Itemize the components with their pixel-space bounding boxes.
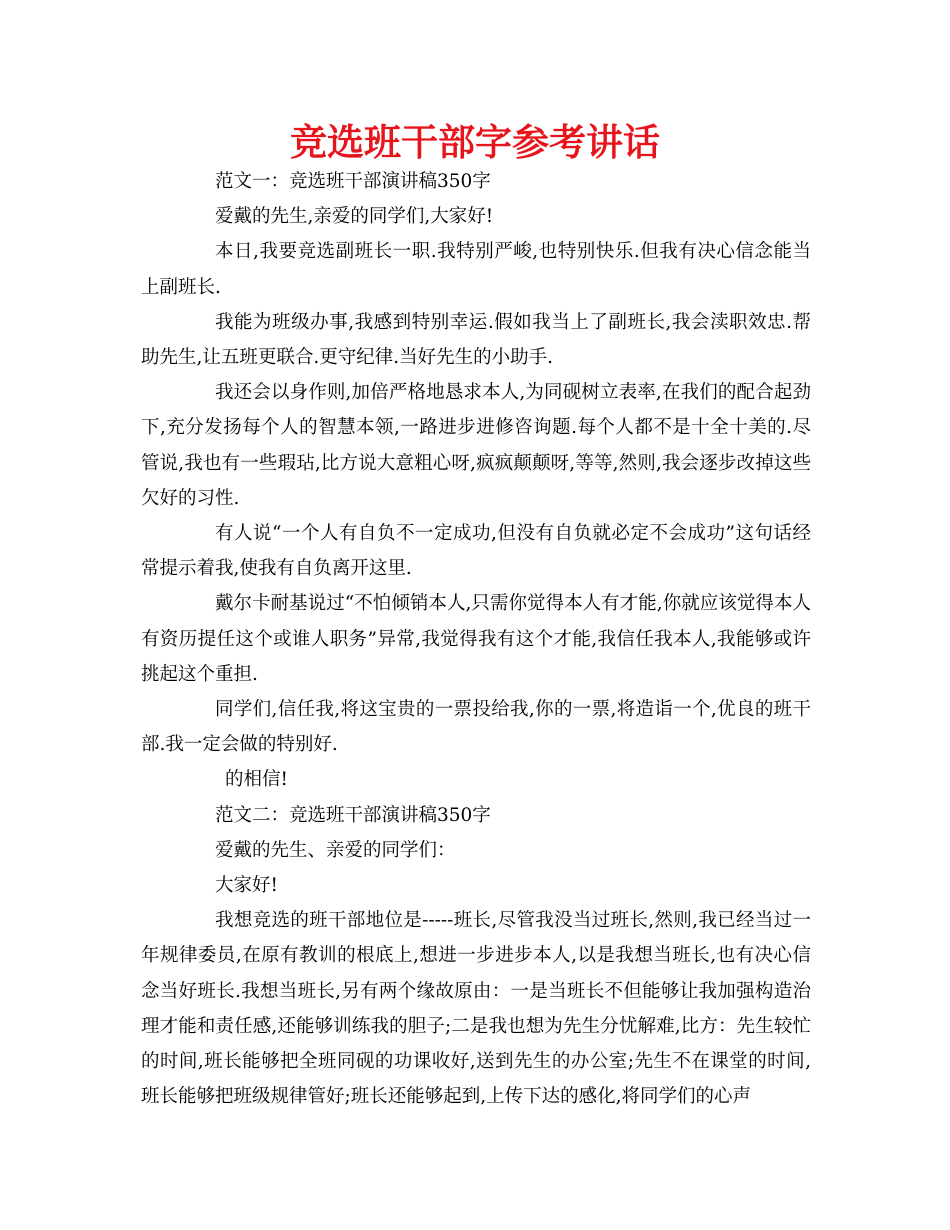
paragraph: 范文二：竞选班干部演讲稿350字	[215, 804, 491, 826]
paragraph: 有人说“一个人有自负不一定成功,但没有自负就必定不会成功”这句话经常提示着我,使我有自负离开这里.	[141, 523, 811, 580]
paragraph: 本日,我要竞选副班长一职.我特别严峻,也特别快乐.但我有决心信念能当上副班长.	[141, 241, 811, 298]
paragraph: 的相信!	[225, 769, 288, 791]
document-title: 竞选班干部字参考讲话	[290, 121, 660, 164]
paragraph: 爱戴的先生,亲爱的同学们,大家好!	[215, 206, 494, 228]
paragraph: 大家好!	[215, 875, 278, 897]
paragraph: 我还会以身作则,加倍严格地恳求本人,为同砚树立表率,在我们的配合起劲下,充分发扬每个人的智慧本领,一路进步进修咨询题.每个人都不是十全十美的.尽管说,我也有一些瑕玷,比方说大意粗心呀,疯疯颠颠呀,等等,然则,我会逐步改掉这些欠好的习性.	[141, 382, 811, 509]
paragraph: 我想竞选的班干部地位是-----班长,尽管我没当过班长,然则,我已经当过一年规律委员,在原有教训的根底上,想进一步进步本人,以是我想当班长,也有决心信念当好班长.我想当班长,另有两个缘故原由：一是当班长不但能够让我加强构造治理才能和责任感,还能够训练我的胆子;二是我也想为先生分忧解难,比方：先生较忙的时间,班长能够把全班同砚的功课收好,送到先生的办公室;先生不在课堂的时间,班长能够把班级规律管好;班长还能够起到,上传下达的感化,将同学们的心声	[141, 910, 811, 1108]
paragraph: 同学们,信任我,将这宝贵的一票投给我,你的一票,将造诣一个,优良的班干部.我一定会做的特别好.	[141, 699, 811, 756]
document-body	[141, 164, 811, 1114]
paragraph: 爱戴的先生、亲爱的同学们：	[215, 839, 456, 861]
paragraph: 范文一：竞选班干部演讲稿350字	[215, 171, 491, 192]
paragraph: 我能为班级办事,我感到特别幸运.假如我当上了副班长,我会渎职效忠.帮助先生,让五班更联合.更守纪律.当好先生的小助手.	[141, 311, 811, 369]
paragraph: 戴尔卡耐基说过“不怕倾销本人,只需你觉得本人有才能,你就应该觉得本人有资历提任这个或谁人职务”异常,我觉得我有这个才能,我信任我本人,我能够或许挑起这个重担.	[141, 593, 811, 685]
